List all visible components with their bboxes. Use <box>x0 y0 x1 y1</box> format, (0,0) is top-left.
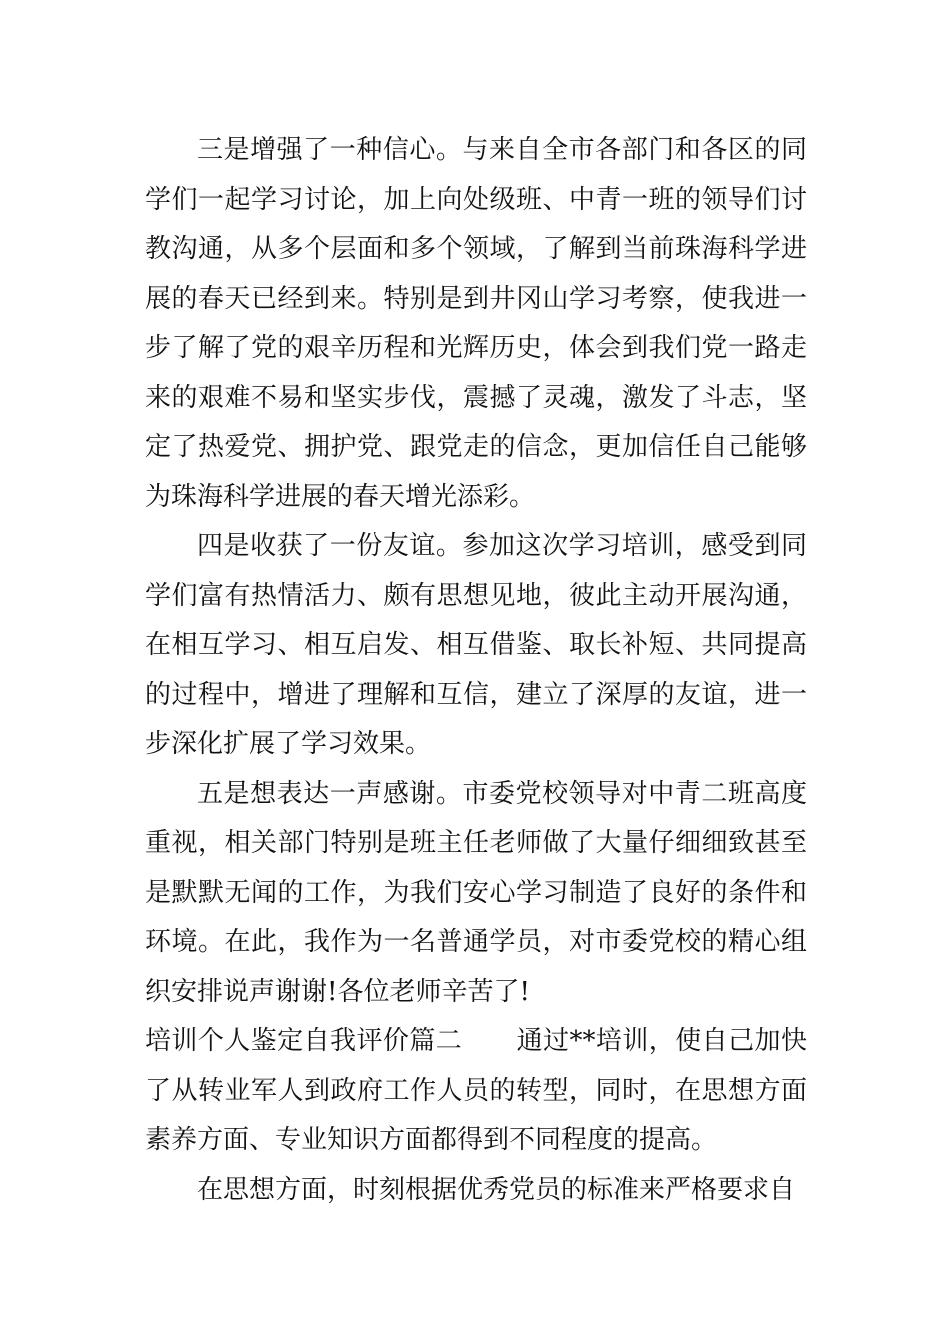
paragraph-confidence: 三是增强了一种信心。与来自全市各部门和各区的同学们一起学习讨论，加上向处级班、中青一班的领导们讨教沟通，从多个层面和多个领域，了解到当前珠海科学进展的春天已经到来。特别是到井冈山学习考察，使我进一步了解了党的艰辛历程和光辉历史，体会到我们党一路走来的艰难不易和坚实步伐，震撼了灵魂，激发了斗志，坚定了热爱党、拥护党、跟党走的信念，更加信任自己能够为珠海科学进展的春天增光添彩。 <box>145 135 807 512</box>
document-page <box>145 126 807 1215</box>
section-heading: 培训个人鉴定自我评价篇二 <box>145 1026 463 1056</box>
paragraph-thought: 在思想方面，时刻根据优秀党员的标准来严格要求自 <box>197 1174 796 1205</box>
paragraph-friendship: 四是收获了一份友谊。参加这次学习培训，感受到同学们富有热情活力、颇有思想见地，彼此主动开展沟通，在相互学习、相互启发、相互借鉴、取长补短、共同提高的过程中，增进了理解和互信，建立了深厚的友谊，进一步深化扩展了学习效果。 <box>145 531 807 759</box>
paragraph-thanks: 五是想表达一声感谢。市委党校领导对中青二班高度重视，相关部门特别是班主任老师做了大量仔细细致甚至是默默无闻的工作，为我们安心学习制造了良好的条件和环境。在此，我作为一名普通学员，对市委党校的精心组织安排说声谢谢!各位老师辛苦了! <box>145 778 807 1007</box>
section-two-intro <box>145 1017 807 1166</box>
section-first-text: 通过**培训，使自己加快了从转业军人到政府工作人员的转型，同时，在思想方面素养方面、专业知识方面都得到不同程度的提高。 <box>145 1026 807 1155</box>
